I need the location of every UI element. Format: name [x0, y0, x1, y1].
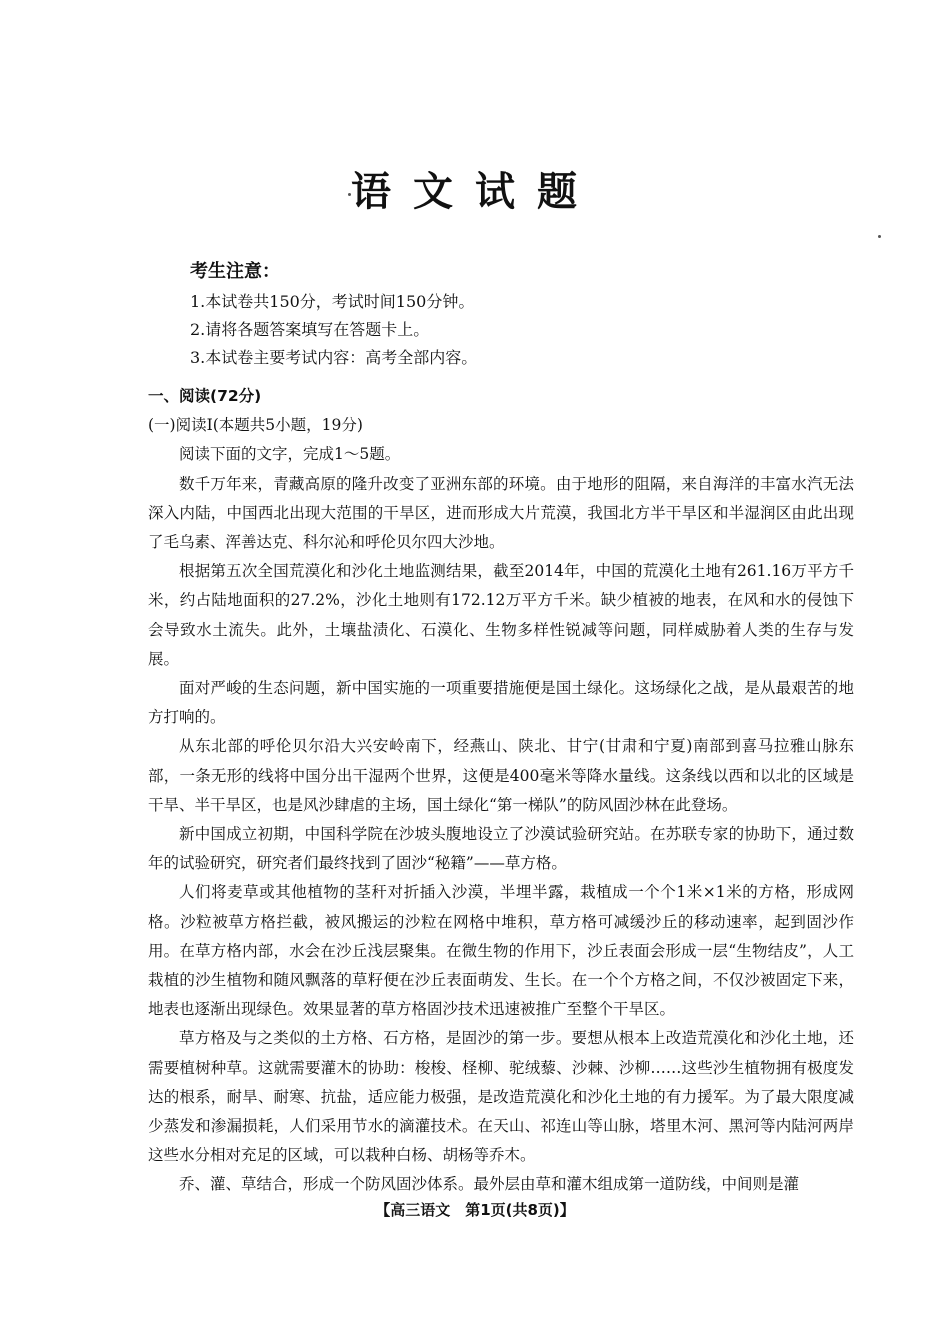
passage-paragraph: 数千万年来，青藏高原的隆升改变了亚洲东部的环境。由于地形的阻隔，来自海洋的丰富水汽无法深入内陆，中国西北出现大范围的干旱区，进而形成大片荒漠，我国北方半干旱区和半湿润区由此出现了毛乌素、浑善达克、科尔沁和呼伦贝尔四大沙地。	[148, 474, 854, 552]
passage-paragraph: 人们将麦草或其他植物的茎秆对折插入沙漠，半埋半露，栽植成一个个1米×1米的方格，形成网格。沙粒被草方格拦截，被风搬运的沙粒在网格中堆积，草方格可减缓沙丘的移动速率，起到固沙作用。在草方格内部，水会在沙丘浅层聚集。在微生物的作用下，沙丘表面会形成一层“生物结皮”，人工栽植的沙生植物和随风飘落的草籽便在沙丘表面萌发、生长。在一个个方格之间，不仅沙被固定下来，地表也逐渐出现绿色。效果显著的草方格固沙技术迅速被推广至整个干旱区。	[148, 883, 854, 1019]
passage-paragraph: 乔、灌、草结合，形成一个防风固沙体系。最外层由草和灌木组成第一道防线，中间则是灌	[179, 1175, 800, 1194]
notice-item: 2.请将各题答案填写在答题卡上。	[190, 320, 430, 339]
page-title: 语文试题	[351, 169, 599, 215]
reading-instruction: 阅读下面的文字，完成1～5题。	[179, 445, 401, 464]
notice-item: 1.本试卷共150分，考试时间150分钟。	[190, 292, 475, 311]
candidate-notice	[190, 258, 477, 372]
section-heading: 一、阅读(72分)	[148, 387, 262, 405]
notice-item: 3.本试卷主要考试内容：高考全部内容。	[190, 348, 478, 367]
passage-paragraph: 从东北部的呼伦贝尔沿大兴安岭南下，经燕山、陕北、甘宁(甘肃和宁夏)南部到喜马拉雅山脉东部，一条无形的线将中国分出干湿两个世界，这便是400毫米等降水量线。这条线以西和以北的区域是干旱、半干旱区，也是风沙肆虐的主场，国土绿化“第一梯队”的防风固沙林在此登场。	[148, 737, 854, 814]
notice-heading: 考生注意：	[190, 261, 280, 282]
passage-paragraph: 面对严峻的生态问题，新中国实施的一项重要措施便是国土绿化。这场绿化之战，是从最艰苦的地方打响的。	[148, 679, 854, 727]
reading-section	[148, 382, 854, 1200]
passage-paragraph: 新中国成立初期，中国科学院在沙坡头腹地设立了沙漠试验研究站。在苏联专家的协助下，通过数年的试验研究，研究者们最终找到了固沙“秘籍”——草方格。	[148, 825, 854, 873]
passage-paragraph: 根据第五次全国荒漠化和沙化土地监测结果，截至2014年，中国的荒漠化土地有261.16万平方千米，约占陆地面积的27.2%，沙化土地则有172.12万平方千米。缺少植被的地表，在风和水的侵蚀下会导致水土流失。此外，土壤盐渍化、石漠化、生物多样性锐减等问题，同样威胁着人类的生存与发展。	[148, 562, 854, 668]
page-footer: 【高三语文 第1页(共8页)】	[375, 1201, 575, 1219]
passage-paragraph: 草方格及与之类似的土方格、石方格，是固沙的第一步。要想从根本上改造荒漠化和沙化土地，还需要植树种草。这就需要灌木的协助：梭梭、柽柳、驼绒藜、沙棘、沙柳……这些沙生植物拥有极度发达的根系，耐旱、耐寒、抗盐，适应能力极强，是改造荒漠化和沙化土地的有力援军。为了最大限度减少蒸发和渗漏损耗，人们采用节水的滴灌技术。在天山、祁连山等山脉，塔里木河、黑河等内陆河两岸这些水分相对充足的区域，可以栽种白杨、胡杨等乔木。	[148, 1029, 854, 1165]
sub-section-heading: (一)阅读Ⅰ(本题共5小题，19分)	[148, 416, 363, 435]
scan-speck	[878, 235, 881, 238]
